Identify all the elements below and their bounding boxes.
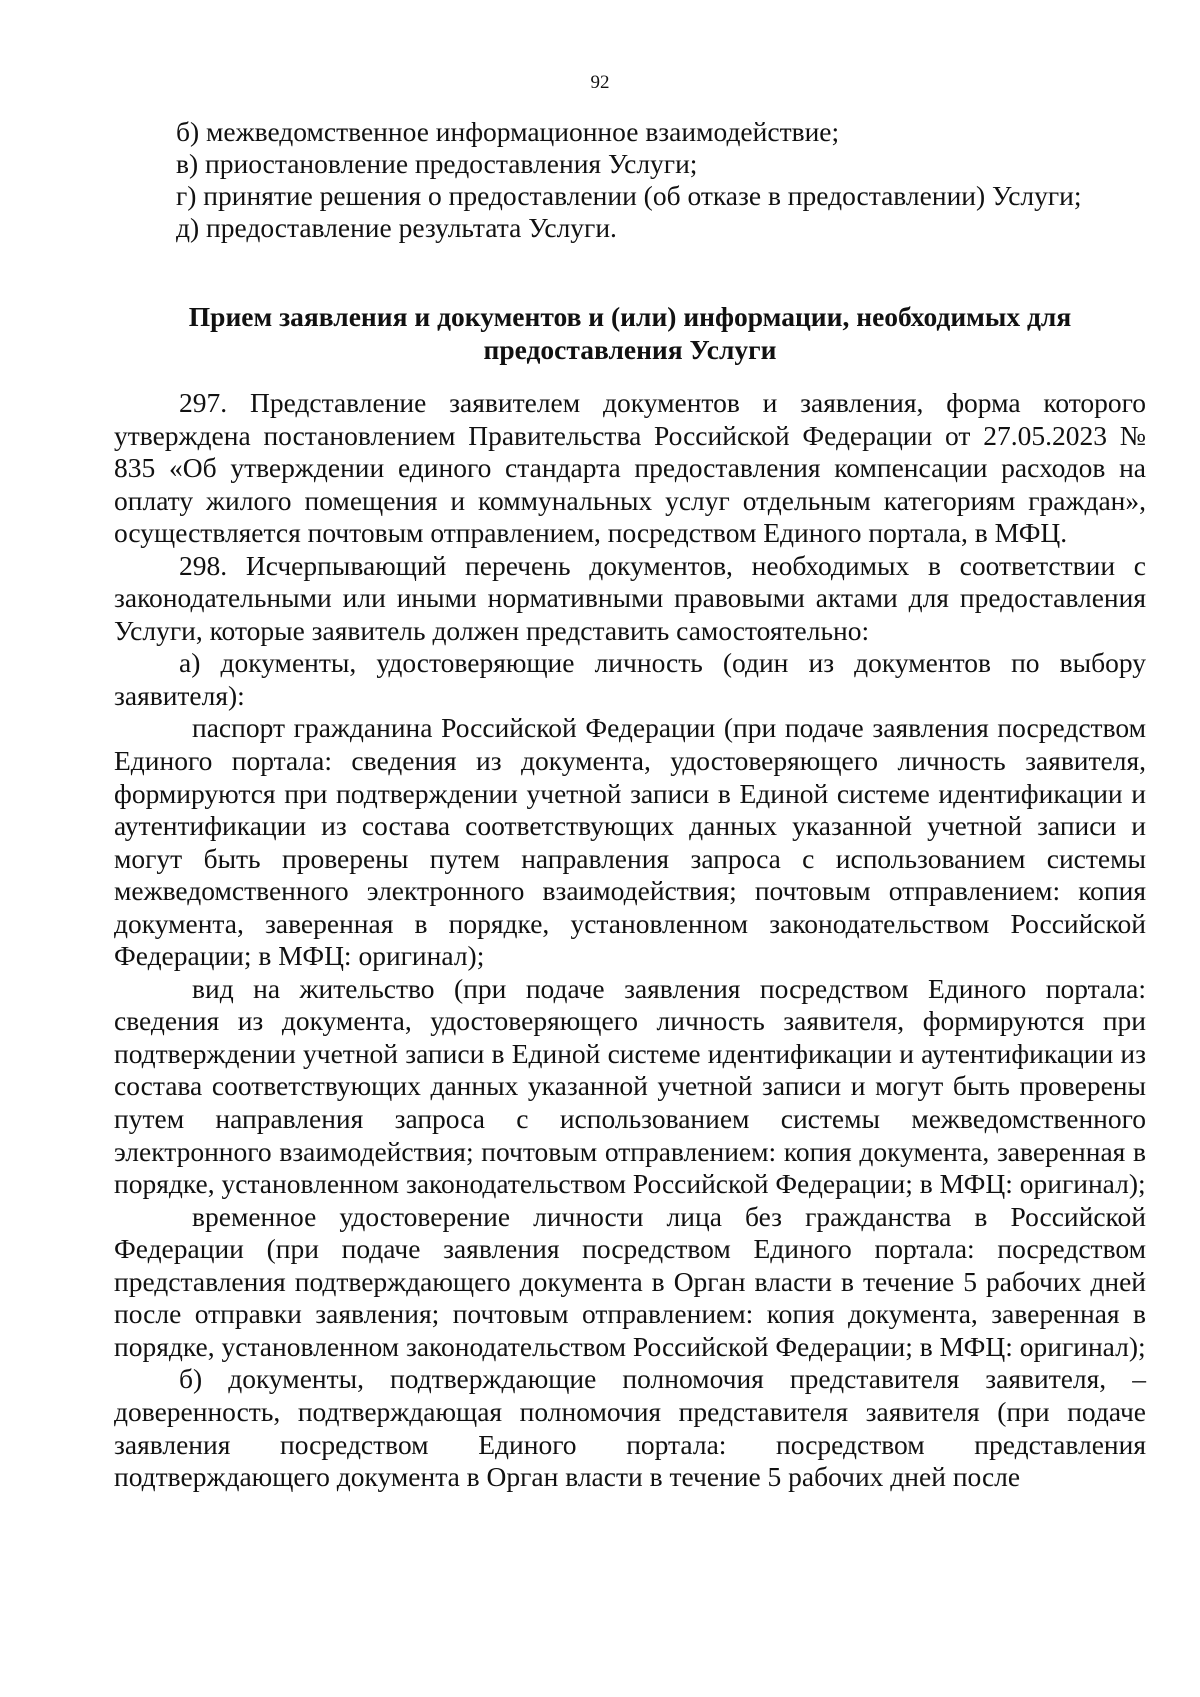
paragraph-297: 297. Представление заявителем документов и заявления, форма которого утверждена постановлением Правительства Российской Федерации от 27.05.2023 № 835 «Об утверждении единого стандарта предоставления компенсации расходов на оплату жилого помещения и коммунальных услуг отдельным категориям граждан», осуществляется почтовым отправлением, посредством Единого портала, в МФЦ.: [114, 387, 1146, 549]
paragraph-298: 298. Исчерпывающий перечень документов, необходимых в соответствии с законодательными или иными нормативными правовыми актами для предоставления Услуги, которые заявитель должен представить самостоятельно:: [114, 549, 1146, 646]
paragraph-passport: паспорт гражданина Российской Федерации (при подаче заявления посредством Единого портала: сведения из документа, удостоверяющего личность заявителя, формируются при подтверждении учетной записи в Единой системе идентификации и аутентификации из состава соответствующих данных указанной учетной записи и могут быть проверены путем направления запроса с использованием системы межведомственного электронного взаимодействия; почтовым отправлением: копия документа, заверенная в порядке, установленном законодательством Российской Федерации; в МФЦ: оригинал);: [114, 712, 1146, 972]
list-item: д) предоставление результата Услуги.: [176, 212, 617, 243]
paragraph-item-b: б) документы, подтверждающие полномочия представителя заявителя, – доверенность, подтверждающая полномочия представителя заявителя (при подаче заявления посредством Единого портала: посредством представления подтверждающего документа в Орган власти в течение 5 рабочих дней после: [114, 1363, 1146, 1493]
page-number: 92: [590, 72, 610, 93]
stage-list: [176, 116, 1136, 244]
paragraph-temporary-id: временное удостоверение личности лица без гражданства в Российской Федерации (при подаче заявления посредством Единого портала: посредством представления подтверждающего документа в Орган власти в течение 5 рабочих дней после отправки заявления; почтовым отправлением: копия документа, заверенная в порядке, установленном законодательством Российской Федерации; в МФЦ: оригинал);: [114, 1200, 1146, 1362]
section-heading-line2: предоставления Услуги: [483, 334, 777, 365]
section-heading: [114, 300, 1146, 366]
paragraph-item-a: а) документы, удостоверяющие личность (один из документов по выбору заявителя):: [114, 647, 1146, 711]
list-item: б) межведомственное информационное взаимодействие;: [176, 116, 840, 147]
list-item: в) приостановление предоставления Услуги;: [176, 148, 698, 179]
section-heading-line1: Прием заявления и документов и (или) информации, необходимых для: [188, 301, 1072, 332]
paragraph-residence-permit: вид на жительство (при подаче заявления посредством Единого портала: сведения из документа, удостоверяющего личность заявителя, формируются при подтверждении учетной записи в Единой системе идентификации и аутентификации из состава соответствующих данных указанной учетной записи и могут быть проверены путем направления запроса с использованием системы межведомственного электронного взаимодействия; почтовым отправлением: копия документа, заверенная в порядке, установленном законодательством Российской Федерации; в МФЦ: оригинал);: [114, 972, 1146, 1200]
list-item: г) принятие решения о предоставлении (об отказе в предоставлении) Услуги;: [176, 180, 1082, 211]
document-body: [114, 387, 1146, 1494]
